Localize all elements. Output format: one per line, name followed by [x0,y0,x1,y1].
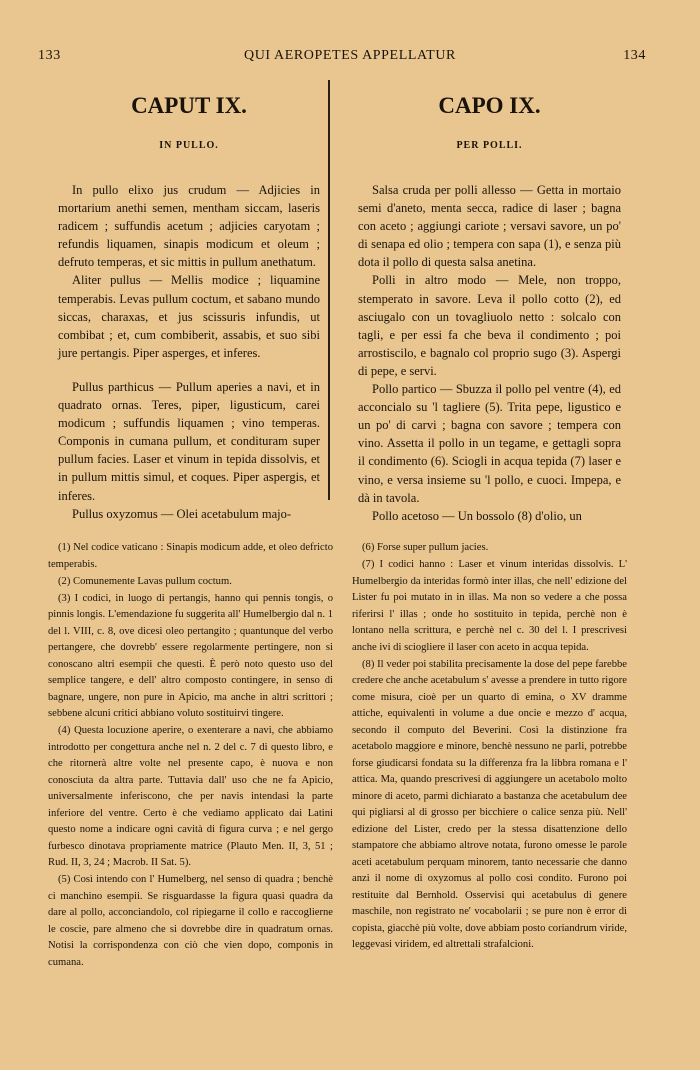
footnote: (1) Nel codice vaticano : Sinapis modicum adde, et oleo defricto temperabis. [48,542,333,570]
footnotes-right [352,540,627,954]
italian-paragraph: Salsa cruda per polli allesso — Getta in mortaio semi d'aneto, menta secca, radice di laser ; bagna con aceto ; aggiungi cariote ; versavi savore, un po' di senapa ed olio ; tempera con sapa (1), e senza più dota il pollo di questa salsa anetina. [358,183,621,270]
running-head [0,48,700,70]
running-title: QUI AEROPETES APPELLATUR [244,48,456,63]
latin-paragraph: In pullo elixo jus crudum — Adjicies in mortarium anethi semen, mentham siccam, laseris radicem ; suffundis acetum ; adjicies caryotam ; refundis liquamen, sinapis modicum et oleum ; defruto temperas, et sic mittis in pullum anethatum. [58,183,320,270]
footnote: (5) Così intendo con l' Humelberg, nel senso di quadra ; benchè ci manchino esempii. Se risguardasse la figura quasi quadra da dare al pollo, acconciandolo, col ripiegarne il collo e raccoglierne le coscie, pare almeno che si dovrebbe dire in quadratum ornas. Notisi la corrispondenza con ciò che vien dopo, componis in cumana. [48,874,333,968]
footnote: (4) Questa locuzione aperire, o exenterare a navi, che abbiamo introdotto per congettura anche nel n. 2 del c. 7 di questo libro, e che ritornerà altre volte nel presente capo, è nuova e non conosciuta da altra parte. Tuttavia dall' uso che ne fa Apicio, universalmente inferiscono, che per navis intendasi la parte inferiore del ventre. Certo è che vediamo applicato dai Latini questo nome a indicare ogni cavità di figura curva ; e nel gergo furbesco dinotava propriamente matrice (Plauto Men. II, 3, 51 ; Rud. II, 3, 24 ; Macrob. II Sat. 5). [48,725,333,868]
italian-paragraph: Polli in altro modo — Mele, non troppo, stemperato in savore. Leva il pollo cotto (2), ed asciugalo con un tovagliuolo netto : solcalo con tagli, e per essi fa che beva il condimento ; poi arrostiscilo, e bagnalo col proprio sugo (3). Aspergi di pepe, e servi. [358,273,621,378]
latin-column [58,92,320,523]
italian-chapter-title: CAPO IX. [438,93,541,118]
latin-chapter-title: CAPUT IX. [131,93,247,118]
latin-text [58,181,320,523]
latin-paragraph: Pullus oxyzomus — Olei acetabulum majo- [72,506,292,521]
footnote: (7) I codici hanno : Laser et vinum interidas dissolvis. L' Humelbergio da interidas formò inter illas, che nell' edizione del Lister fu poi mutato in in illas. Ma non so vedere a che possa riferirsi l' illas ; onde ho sostituito in tepida, perchè non è lontano nella scrittura, e perchè nel c. 30 del l. I prescrivesi anche ivi di sciogliere il laser con aceto in acqua tepida. [352,559,627,653]
latin-chapter-subtitle: IN PULLO. [159,140,219,151]
footnote: (6) Forse super pullum jacies. [362,542,489,553]
left-page-number: 133 [38,48,61,63]
footnotes-left [48,540,333,971]
right-page-number: 134 [623,48,646,63]
italian-paragraph: Pollo partico — Sbuzza il pollo pel ventre (4), ed acconcialo su 'l tagliere (5). Trita pepe, ligustico e un po' di carvi ; bagna con savore ; tempera con vino. Assetta il pollo in un tegame, e gettagli sopra il condimento (6). Sciogli in acqua tepida (7) laser e vino, e versa insieme su 'l pollo, e cuoci. Impepa, e dà in tavola. [358,382,621,505]
column-divider [328,80,330,500]
footnote: (8) Il veder poi stabilita precisamente la dose del pepe farebbe credere che anche acetabulum s' avesse a prendere in tutto rigore come misura, cioè per un quarto di emina, o XV dramme attiche, equivalenti in volume a due oncie e mezzo d' acqua, secondo il computo del Beverini. Così la distinzione fra acetabolo maggiore e minore, benchè nessuno ne parli, potrebbe forse giudicarsi fondata su la differenza fra la libbra romana e l' attica. Ma, quando prescrivesi di aggiungere un acetabolo molto minore di aceto, parmi dichiarato a bastanza che acetabulum dee qui pigliarsi al di grosso per bicchiere o calice senza più. Nell' edizione del Lister, credo per la stessa disattenzione dello stampatore che abbiamo altrove notata, furono omesse le parole aceti acetabulum perquam minorem, tanto necessarie che danno anzi il nome di oxyzomus al pollo così condito. Furono poi restituite dal Bernhold. Osservisi qui acetabulus di genere maschile, non registrato ne' vocabolarii ; se pure non è error di copista, giacchè più volte, dove abbiam posto coriandrum viride, leggevasi viridem, ed altrettali strafalcioni. [352,658,627,950]
footnote: (3) I codici, in luogo di pertangis, hanno qui pennis tongis, o pinnis longis. L'emendazione fu suggerita all' Humelbergio dal n. 1 del l. VIII, c. 8, ove dicesi oleo pertangito ; quantunque del verbo pertangere, che dovrebb' essere regolarmente pertingere, non si conoscano altri esempii che questi. È però noto questo uso del semplice tangere, e dell' altro composto contingere, in senso di bagnare, ungere, non pure in Apicio, ma anche in altri scrittori ; sebbene alcuni critici abbiano voluto sostituirvi tingere. [48,592,333,719]
footnote: (2) Comunemente Lavas pullum coctum. [58,575,232,587]
italian-column [358,92,621,525]
italian-text [358,181,621,525]
italian-paragraph: Pollo acetoso — Un bossolo (8) d'olio, un [372,508,582,523]
italian-chapter-subtitle: PER POLLI. [456,140,523,151]
latin-paragraph: Pullus parthicus — Pullum aperies a navi, et in quadrato ornas. Teres, piper, ligusticum, carei modicum ; suffundis liquamen ; vino temperas. Componis in cumana pullum, et condituram super pullum facies. Laser et vinum in tepida dissolvis, et in pullum mittis simul, et coques. Piper aspergis, et inferes. [58,379,320,503]
latin-paragraph: Aliter pullus — Mellis modice ; liquamine temperabis. Levas pullum coctum, et sabano mundo siccas, charaxas, et jus scissuris infundis, ut combibat ; et, cum combiberit, assabis, et suo sibi jure pertangis. Piper asperges, et inferes. [58,273,320,360]
